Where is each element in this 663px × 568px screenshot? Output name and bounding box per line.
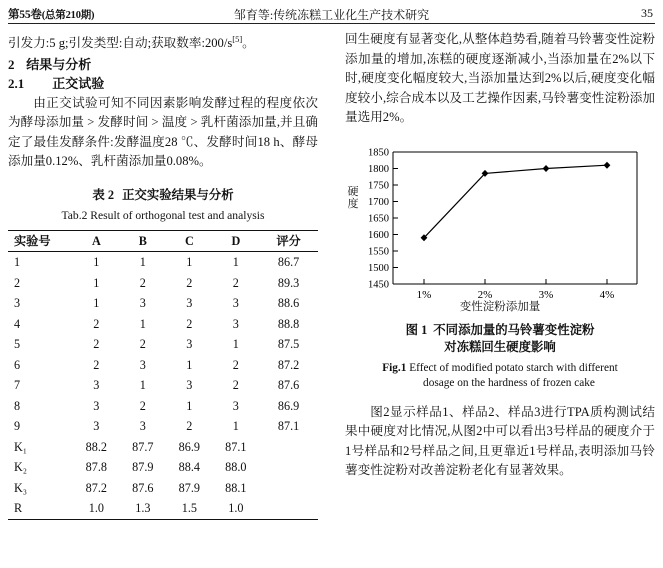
cell-a: 2 [93,337,100,352]
cell-a: 2 [93,316,100,331]
cell-c: 86.9 [178,439,200,454]
figure-caption-en [345,361,655,391]
cell-a: 3 [93,398,100,413]
cell-score [259,498,318,519]
figure-caption-en-line1: Effect of modified potato starch with different [409,361,618,374]
instrument-params-end: 。 [242,36,255,51]
cell-b: 87.9 [132,460,154,475]
svg-text:1750: 1750 [368,180,389,191]
cell-d: 1 [232,337,239,352]
svg-text:1450: 1450 [368,279,389,290]
cell-c: 2 [186,316,193,331]
svg-text:1800: 1800 [368,163,389,175]
cell-experiment-no: K₁ [14,439,28,454]
cell-c: 3 [186,378,193,393]
table-row [8,396,318,417]
cell-a: 87.2 [85,480,107,495]
cell-a: 1 [93,296,100,311]
section-heading-2 [8,55,318,75]
header-divider [8,23,655,24]
cell-experiment-no: 2 [14,275,21,290]
column-header-b: B [120,230,167,252]
table-row [8,273,318,294]
cell-b: 1 [139,316,146,331]
cell-b: 2 [139,337,146,352]
svg-text:1650: 1650 [368,213,389,224]
column-header-d: D [213,230,260,252]
svg-text:1500: 1500 [368,262,389,274]
cell-d: 1 [232,419,239,434]
instrument-params-text: 引发力:5 g;引发类型:自动;获取数率:200/s [8,36,233,51]
cell-a: 1 [93,255,100,270]
paragraph-instrument-params [8,30,318,54]
table-row [8,498,318,519]
chart-y-axis-label: 硬度 [347,185,359,210]
svg-text:1700: 1700 [368,196,389,208]
svg-text:2%: 2% [477,288,493,301]
column-header-experiment-no: 实验号 [8,230,73,252]
cell-c: 1 [186,255,193,270]
cell-d: 3 [232,296,239,311]
cell-b: 3 [139,296,146,311]
cell-a: 88.2 [85,439,107,454]
cell-d: 2 [232,378,239,393]
cell-b: 87.6 [132,480,154,495]
table-header-row [8,230,318,252]
cell-score: 88.8 [277,316,300,331]
cell-c: 3 [186,337,193,352]
table-row [8,334,318,355]
cell-score: 87.6 [277,378,300,393]
svg-text:4%: 4% [599,288,615,301]
hardness-line-chart [345,144,655,316]
table-caption-en: Tab.2 Result of orthogonal test and analysis [61,209,265,223]
cell-c: 88.4 [178,460,200,475]
figure-1-chart [345,144,655,316]
table-title: 正交实验结果与分析 [122,187,234,202]
cell-b: 2 [139,275,146,290]
paragraph-orthogonal-results: 由正交试验可知不同因素影响发酵过程的程度依次为酵母添加量 > 发酵时间 > 温度 > 乳杆菌添加量,并且确定了最佳发酵条件:发酵温度28 ℃、发酵时间18 h、酵母添加量0.12%、乳杆菌添加量0.08%。 [8,95,318,169]
cell-d: 87.1 [225,439,247,454]
cell-score: 86.9 [277,398,300,413]
cell-score: 87.1 [277,419,300,434]
cell-b: 1 [139,378,146,393]
cell-experiment-no: 1 [14,255,21,270]
running-head-title: 邹育等:传统冻糕工业化生产技术研究 [233,8,430,22]
cell-a: 3 [93,419,100,434]
table-label: 表 2 [92,187,115,202]
right-column [345,30,655,481]
cell-experiment-no: 3 [14,296,21,311]
cell-c: 3 [186,296,193,311]
figure-caption-cn [345,322,655,356]
table-row [8,355,318,376]
volume-label: 第55卷 [8,9,42,21]
cell-a: 2 [93,357,100,372]
cell-d: 1.0 [213,498,260,519]
table-caption-cn [8,186,318,206]
left-column [8,30,318,520]
figure-caption-en-line2: dosage on the hardness of frozen cake [423,376,595,389]
table-row [8,478,318,499]
table-row [8,314,318,335]
cell-d: 1 [232,255,239,270]
cell-score [259,457,318,478]
paragraph-hardness-discussion: 回生硬度有显著变化,从整体趋势看,随着马铃薯变性淀粉添加量的增加,冻糕的硬度逐渐减小,当添加量在2%以下时,硬度变化幅度较大,当添加量达到2%以后,硬度变化幅度较小,综合成本以及工艺操作因素,马铃薯变性淀粉添加量选用2%。 [345,32,655,124]
cell-experiment-no: 6 [14,357,21,372]
figure-title-line2: 对冻糕回生硬度影响 [444,339,556,354]
page-number: 35 [641,6,653,20]
cell-c: 1.5 [166,498,213,519]
cell-d: 2 [232,357,239,372]
cell-experiment-no: 7 [14,378,21,393]
cell-a: 3 [93,378,100,393]
cell-experiment-no: R [8,498,73,519]
cell-experiment-no: 5 [14,337,21,352]
figure-label-en: Fig.1 [382,361,407,374]
cell-b: 2 [139,398,146,413]
table-row [8,457,318,478]
column-header-a: A [73,230,120,252]
cell-experiment-no: K₂ [14,460,28,475]
svg-text:1%: 1% [416,288,432,301]
cell-c: 1 [186,398,193,413]
table-row [8,293,318,314]
svg-text:1600: 1600 [368,229,389,241]
cell-experiment-no: 4 [14,316,21,331]
svg-text:1550: 1550 [368,246,389,257]
cell-c: 2 [186,419,193,434]
issue-label: (总第210期) [41,10,95,21]
cell-c: 1 [186,357,193,372]
figure-label: 图 1 [405,322,428,337]
subsection-heading-2-1 [8,74,318,94]
table-row [8,375,318,396]
subsection-title: 正交试验 [52,76,105,92]
cell-a: 1 [93,275,100,290]
column-header-c: C [166,230,213,252]
cell-b: 1 [139,255,146,270]
cell-d: 2 [232,275,239,290]
cell-b: 1.3 [120,498,167,519]
table-row [8,252,318,273]
cell-c: 2 [186,275,193,290]
cell-score: 89.3 [277,275,300,290]
cell-d: 3 [232,316,239,331]
chart-x-axis-label: 变性淀粉添加量 [459,301,541,313]
cell-score: 87.2 [277,357,300,372]
cell-score [259,437,318,458]
column-header-score: 评分 [259,230,318,252]
cell-d: 88.0 [225,460,247,475]
cell-b: 3 [139,357,146,372]
figure-title-line1: 不同添加量的马铃薯变性淀粉 [433,322,595,337]
table-row [8,437,318,458]
cell-score: 87.5 [277,337,300,352]
cell-experiment-no: 8 [14,398,21,413]
orthogonal-results-table [8,230,318,520]
cell-score: 88.6 [277,296,300,311]
cell-a: 87.8 [85,460,107,475]
cell-d: 3 [232,398,239,413]
subsection-number: 2.1 [8,76,25,92]
cell-b: 3 [139,419,146,434]
cell-score: 86.7 [277,255,300,270]
cell-score [259,478,318,499]
svg-text:3%: 3% [538,288,554,301]
cell-a: 1.0 [73,498,120,519]
cell-c: 87.9 [178,480,200,495]
cell-experiment-no: 9 [14,419,21,434]
cell-b: 87.7 [132,439,154,454]
reference-marker: [5] [232,34,243,44]
table-row [8,416,318,437]
cell-experiment-no: K₃ [14,480,28,495]
svg-text:1850: 1850 [368,147,389,158]
section-title: 结果与分析 [26,56,92,72]
cell-d: 88.1 [225,480,247,495]
section-number: 2 [8,56,15,72]
paragraph-tpa-discussion: 图2显示样品1、样品2、样品3进行TPA质构测试结果中硬度对比情况,从图2中可以看出3号样品的硬度介于1号样品和2号样品之间,且更靠近1号样品,表明添加马铃薯变性淀粉对改善淀粉老化有显著效果。 [345,404,655,477]
